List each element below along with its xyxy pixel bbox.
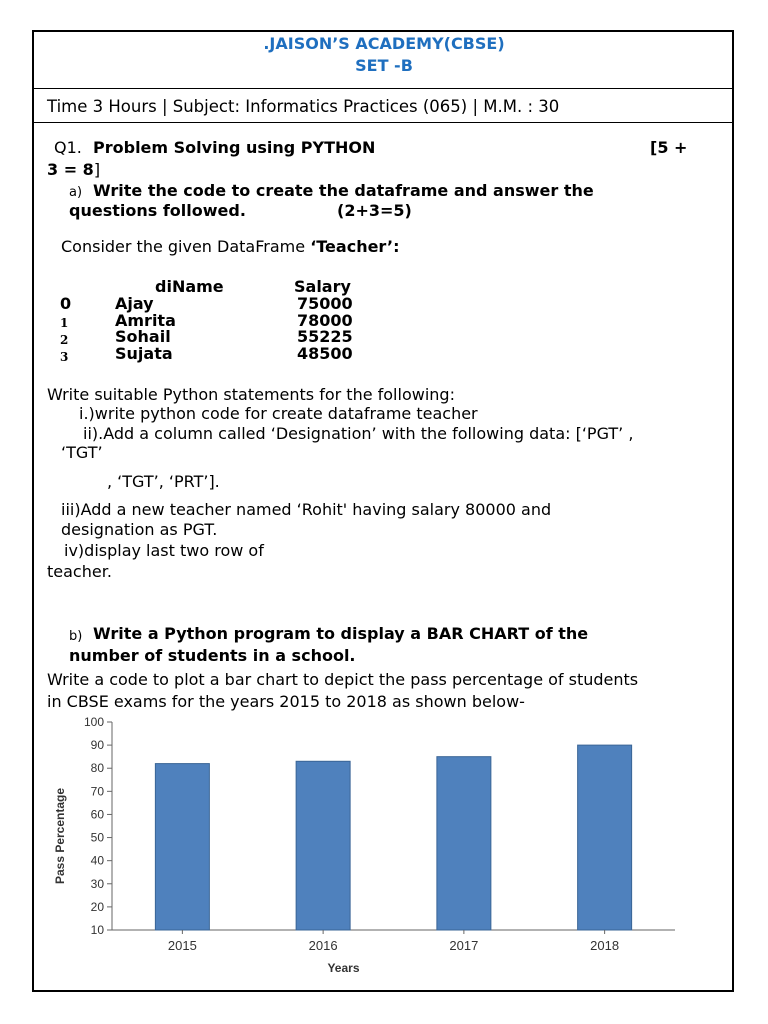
y-tick-label: 30 (90, 876, 104, 891)
x-tick-label: 2017 (449, 938, 479, 953)
set-label: SET -B (355, 56, 413, 75)
bar (296, 761, 350, 930)
q1-title: Problem Solving using PYTHON (93, 138, 376, 157)
row-name: Sohail (115, 327, 171, 346)
part-a-line2: questions followed. (69, 201, 246, 220)
y-tick-label: 60 (90, 807, 104, 822)
header-divider (34, 88, 732, 89)
row-index: 1 (60, 316, 69, 330)
part-b-letter: b) (69, 629, 83, 644)
q1-marks-total: 3 = 8 (47, 160, 94, 179)
row-salary: 48500 (297, 344, 353, 363)
x-tick-label: 2016 (308, 938, 338, 953)
instruction-item: i.)write python code for create dataframe teacher (79, 404, 478, 423)
part-a-line1: Write the code to create the dataframe and answer the (93, 181, 594, 200)
row-name: Amrita (115, 311, 176, 330)
y-axis-title: Pass Percentage (53, 787, 67, 885)
instruction-item: ii).Add a column called ‘Designation’ with the following data: [‘PGT’ , (83, 424, 634, 443)
y-tick-label: 40 (90, 853, 104, 868)
row-salary: 75000 (297, 294, 353, 313)
col-header-salary: Salary (294, 277, 351, 296)
instruction-item: iv)display last two row of (64, 541, 264, 560)
info-divider (34, 122, 732, 123)
q1-marks-close: ] (93, 160, 101, 179)
bar (578, 745, 632, 930)
instruction-continuation: ‘TGT’ (61, 443, 103, 462)
y-tick-label: 80 (90, 761, 104, 776)
consider-text: Consider the given DataFrame (61, 237, 306, 256)
pass-percentage-bar-chart (50, 712, 690, 982)
dataframe-name: ‘Teacher’: (310, 237, 400, 256)
part-a-letter: a) (69, 185, 83, 200)
row-index: 2 (60, 333, 69, 347)
instruction-intro: Write suitable Python statements for the following: (47, 385, 455, 404)
instruction-continuation: teacher. (47, 562, 112, 581)
x-tick-label: 2015 (167, 938, 197, 953)
y-tick-label: 10 (90, 923, 104, 937)
y-tick-label: 100 (83, 715, 104, 729)
row-salary: 78000 (297, 311, 353, 330)
school-title: .JAISON’S ACADEMY(CBSE) (263, 34, 505, 53)
row-name: Sujata (115, 344, 173, 363)
row-name: Ajay (115, 294, 154, 313)
instruction-continuation: designation as PGT. (61, 520, 218, 539)
bar (437, 757, 491, 930)
part-b-line1: Write a Python program to display a BAR CHART of the (93, 624, 589, 643)
q1-number: Q1. (54, 138, 82, 157)
exam-info: Time 3 Hours | Subject: Informatics Practices (065) | M.M. : 30 (47, 97, 560, 116)
part-a-marks: (2+3=5) (337, 201, 412, 220)
part-b-text2: in CBSE exams for the years 2015 to 2018 as shown below- (47, 692, 525, 711)
bar (155, 764, 209, 930)
y-tick-label: 20 (90, 899, 104, 914)
x-axis-title: Years (327, 961, 360, 975)
part-b-text1: Write a code to plot a bar chart to depict the pass percentage of students (47, 670, 639, 689)
instruction-continuation: , ‘TGT’, ‘PRT’]. (107, 472, 220, 491)
row-index: 3 (60, 350, 69, 364)
y-tick-label: 90 (90, 738, 104, 753)
y-tick-label: 70 (90, 784, 104, 799)
q1-marks: [5 + (650, 138, 688, 157)
col-header-name: diName (155, 277, 224, 296)
x-tick-label: 2018 (590, 938, 620, 953)
y-tick-label: 50 (90, 830, 104, 845)
instruction-item: iii)Add a new teacher named ‘Rohit' having salary 80000 and (61, 500, 552, 519)
row-salary: 55225 (297, 327, 353, 346)
row-index: 0 (60, 294, 72, 313)
part-b-line2: number of students in a school. (69, 646, 356, 665)
